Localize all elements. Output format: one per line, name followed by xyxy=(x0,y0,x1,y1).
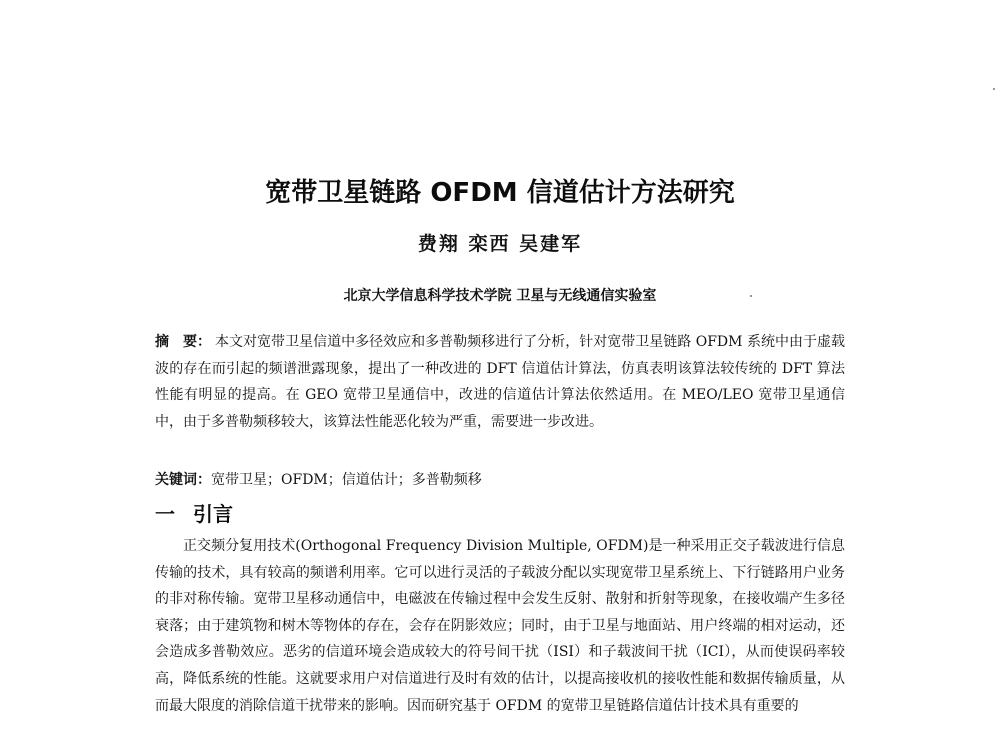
keywords-text: 宽带卫星；OFDM；信道估计；多普勒频移 xyxy=(211,472,482,488)
scan-speck xyxy=(750,295,752,297)
section-heading-intro xyxy=(155,498,233,527)
keywords-label: 关键词： xyxy=(155,472,211,488)
paper-authors: 费翔 栾西 吴建军 xyxy=(417,233,583,255)
abstract-text: 本文对宽带卫星信道中多径效应和多普勒频移进行了分析，针对宽带卫星链路 OFDM 系统中由于虚载波的存在而引起的频谱泄露现象，提出了一种改进的 DFT 信道估计算法，仿真表明该算法较传统的 DFT 算法性能有明显的提高。在 GEO 宽带卫星通信中，改进的信道估计算法依然适用。在 MEO/LEO 宽带卫星通信中，由于多普勒频移较大，该算法性能恶化较为严重，需要进一步改进。 xyxy=(155,334,845,430)
section-body-text: 正交频分复用技术(Orthogonal Frequency Division Multiple, OFDM)是一种采用正交子载波进行信息传输的技术，具有较高的频谱利用率。它可以进行灵活的子载波分配以实现宽带卫星系统上、下行链路用户业务的非对称传输。宽带卫星移动通信中，电磁波在传输过程中会发生反射、散射和折射等现象，在接收端产生多径衰落；由于建筑物和树木等物体的存在，会存在阴影效应；同时，由于卫星与地面站、用户终端的相对运动，还会造成多普勒效应。恶劣的信道环境会造成较大的符号间干扰（ISI）和子载波间干扰（ICI），从而使误码率较高，降低系统的性能。这就要求用户对信道进行及时有效的估计，以提高接收机的接收性能和数据传输质量，从而最大限度的消除信道干扰带来的影响。因而研究基于 OFDM 的宽带卫星链路信道估计技术具有重要的 xyxy=(155,538,845,714)
paper-title: 宽带卫星链路 OFDM 信道估计方法研究 xyxy=(265,178,735,208)
paper-affiliation: 北京大学信息科学技术学院 卫星与无线通信实验室 xyxy=(343,288,657,304)
section-title: 引言 xyxy=(193,502,233,526)
keywords xyxy=(155,467,845,494)
section-number: 一 xyxy=(155,502,175,526)
abstract-label: 摘 要： xyxy=(155,334,212,350)
scan-speck xyxy=(993,88,995,90)
abstract xyxy=(155,329,845,435)
